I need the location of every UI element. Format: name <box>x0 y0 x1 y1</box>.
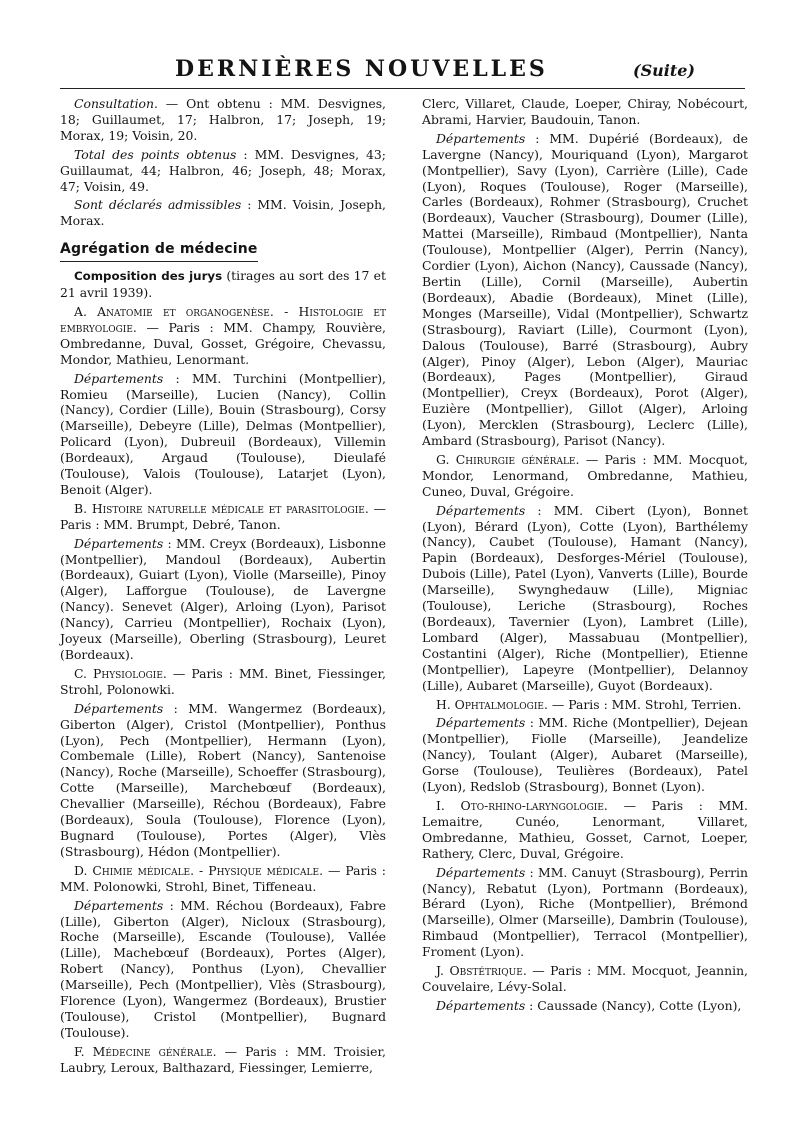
paragraph-section-F-departements: Départements : MM. Dupérié (Bordeaux), de Lavergne (Nancy), Mouriquand (Lyon), Margarot (Montpellier), Savy (Lyon), Carrière (Lille), Cade (Lyon), Roques (Toulouse), Roger (Marseille), Carles (Bordeaux), Rohmer (Strasbourg), Cruchet (Bordeaux), Vaucher (Strasbourg), Doumer (Lille), Mattei (Marseille), Rimbaud (Montpellier), Nanta (Toulouse), Montpellier (Alger), Perrin (Nancy), Cordier (Lyon), Aichon (Nancy), Caussade (Nancy), Bertin (Lille), Cornil (Marseille), Aubertin (Bordeaux), Abadie (Bordeaux), Minet (Lille), Monges (Marseille), Vidal (Montpellier), Schwartz (Strasbourg), Raviart (Lille), Courmont (Lyon), Dalous (Toulouse), Barré (Strasbourg), Aubry (Alger), Pinoy (Alger), Lebon (Alger), Mauriac (Bordeaux), Pages (Montpellier), Giraud (Montpellier), Creyx (Bordeaux), Porot (Alger), Euzière (Montpellier), Gillot (Alger), Arloing (Lyon), Mercklen (Strasbourg), Leclerc (Lille), Ambard (Strasbourg), Parisot (Nancy). <box>422 130 748 449</box>
paragraph-section-A: A. Anatomie et organogenèse. - Histologie et embryologie. — Paris : MM. Champy, Rouvière, Ombredanne, Duval, Gosset, Grégoire, Chevassu, Mondor, Mathieu, Lenormant. <box>60 303 386 367</box>
paragraph-jury-composition: Composition des jurys (tirages au sort des 17 et 21 avril 1939). <box>60 268 386 301</box>
paragraph-section-H: H. Ophtalmologie. — Paris : MM. Strohl, Terrien. <box>436 696 742 712</box>
paragraph-section-B-departements: Départements : MM. Creyx (Bordeaux), Lisbonne (Montpellier), Mandoul (Bordeaux), Aubertin (Bordeaux), Guiart (Lyon), Violle (Marseille), Pinoy (Alger), Lafforgue (Toulouse), de Lavergne (Nancy). Senevet (Alger), Arloing (Lyon), Parisot (Nancy), Carrieu (Montpellier), Rochaix (Lyon), Joyeux (Marseille), Oberling (Strasbourg), Leuret (Bordeaux). <box>60 535 386 662</box>
paragraph-consultation: Consultation. — Ont obtenu : MM. Desvignes, 18; Guillaumet, 17; Halbron, 17; Joseph, 19; Morax, 19; Voisin, 20. <box>60 96 386 143</box>
paragraph-section-I: I. Oto-rhino-laryngologie. — Paris : MM. Lemaitre, Cunéo, Lenormant, Villaret, Ombredanne, Mathieu, Gosset, Carnot, Loeper, Rathery, Clerc, Duval, Grégoire. <box>422 797 748 861</box>
paragraph-section-G-departements: Départements : MM. Cibert (Lyon), Bonnet (Lyon), Bérard (Lyon), Cotte (Lyon), Barthélemy (Nancy), Caubet (Toulouse), Hamant (Nancy), Papin (Bordeaux), Desforges-Mériel (Toulouse), Dubois (Lille), Patel (Lyon), Vanverts (Lille), Bourde (Marseille), Swynghedauw (Lille), Migniac (Toulouse), Leriche (Strasbourg), Roches (Bordeaux), Tavernier (Lyon), Lambret (Lille), Lombard (Alger), Massabuau (Montpellier), Costantini (Alger), Riche (Montpellier), Etienne (Montpellier), Lapeyre (Montpellier), Delannoy (Lille), Aubaret (Marseille), Guyot (Bordeaux). <box>422 502 748 693</box>
paragraph-section-C: C. Physiologie. — Paris : MM. Binet, Fiessinger, Strohl, Polonowki. <box>60 665 387 697</box>
paragraph-section-F: F. Médecine générale. — Paris : MM. Troisier, Laubry, Leroux, Balthazard, Fiessinger, Lemierre, <box>60 1043 386 1075</box>
paragraph-section-C-departements: Départements : MM. Wangermez (Bordeaux), Giberton (Alger), Cristol (Montpellier), Ponthus (Lyon), Pech (Montpellier), Hermann (Lyon), Combemale (Lille), Robert (Nancy), Santenoise (Nancy), Roche (Marseille), Schoeffer (Strasbourg), Cotte (Marseille), Marchebœuf (Bordeaux), Chevallier (Marseille), Réchou (Bordeaux), Fabre (Bordeaux), Soula (Toulouse), Florence (Lyon), Bugnard (Toulouse), Portes (Alger), Vlès (Strasbourg), Hédon (Montpellier). <box>60 700 386 859</box>
paragraph-section-D-departements: Départements : MM. Réchou (Bordeaux), Fabre (Lille), Giberton (Alger), Nicloux (Strasbourg), Roche (Marseille), Escande (Toulouse), Vallée (Lille), Machebœuf (Bordeaux), Portes (Alger), Robert (Nancy), Ponthus (Lyon), Chevallier (Marseille), Pech (Montpellier), Vlès (Strasbourg), Florence (Lyon), Wangermez (Bordeaux), Brustier (Toulouse), Cristol (Montpellier), Bugnard (Toulouse). <box>60 897 386 1040</box>
paragraph-section-A-departements: Départements : MM. Turchini (Montpellier), Romieu (Marseille), Lucien (Nancy), Collin (Nancy), Cordier (Lille), Bouin (Strasbourg), Corsy (Marseille), Debeyre (Lille), Delmas (Montpellier), Policard (Lyon), Dubreuil (Bordeaux), Villemin (Bordeaux), Argaud (Toulouse), Dieulafé (Toulouse), Valois (Toulouse), Latarjet (Lyon), Benoit (Alger). <box>60 370 386 497</box>
page-header <box>60 50 745 89</box>
paragraph-section-D: D. Chimie médicale. - Physique médicale. — Paris : MM. Polonowki, Strohl, Binet, Tiffeneau. <box>60 862 386 894</box>
paragraph-section-I-departements: Départements : MM. Canuyt (Strasbourg), Perrin (Nancy), Rebatut (Lyon), Portmann (Bordeaux), Bérard (Lyon), Riche (Montpellier), Brémond (Marseille), Olmer (Marseille), Dambrin (Toulouse), Rimbaud (Montpellier), Terracol (Montpellier), Froment (Lyon). <box>422 864 748 960</box>
paragraph-total-points: Total des points obtenus : MM. Desvignes, 43; Guillaumat, 44; Halbron, 46; Joseph, 48; Morax, 47; Voisin, 49. <box>60 146 386 194</box>
left-column <box>60 96 386 1079</box>
paragraph-section-G: G. Chirurgie générale. — Paris : MM. Mocquot, Mondor, Lenormand, Ombredanne, Mathieu, Cuneo, Duval, Grégoire. <box>422 451 749 499</box>
paragraph-section-H-departements: Départements : MM. Riche (Montpellier), Dejean (Montpellier), Fiolle (Marseille), Jeandelize (Nancy), Toulant (Alger), Aubaret (Marseille), Gorse (Toulouse), Teulières (Bordeaux), Patel (Lyon), Redslob (Strasbourg), Bonnet (Lyon). <box>422 715 748 795</box>
paragraph-admissibles: Sont déclarés admissibles : MM. Voisin, Joseph, Morax. <box>60 197 386 229</box>
paragraph-section-J-departements: Départements : Caussade (Nancy), Cotte (Lyon), <box>436 997 742 1013</box>
page-title: DERNIÈRES NOUVELLES <box>175 56 548 82</box>
right-column <box>422 96 748 1017</box>
paragraph-section-F-continued: Clerc, Villaret, Claude, Loeper, Chiray, Nobécourt, Abrami, Harvier, Baudouin, Tanon. <box>422 96 748 127</box>
page-title-suite: (Suite) <box>633 61 695 80</box>
section-heading-agregation: Agrégation de médecine <box>60 242 258 262</box>
paragraph-section-B: B. Histoire naturelle médicale et parasitologie. — Paris : MM. Brumpt, Debré, Tanon. <box>60 500 386 532</box>
paragraph-section-J: J. Obstétrique. — Paris : MM. Mocquot, Jeannin, Couvelaire, Lévy-Solal. <box>422 963 748 994</box>
